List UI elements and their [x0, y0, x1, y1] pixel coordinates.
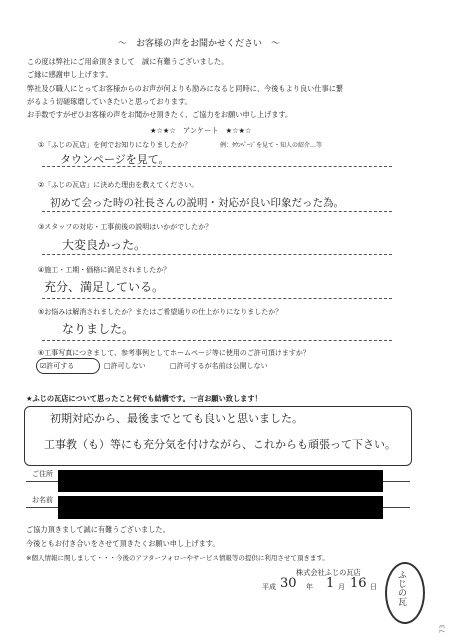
- question-5-answer: なりました。: [62, 322, 135, 336]
- intro-line-5: お手数ですがぜひお客様の声をお聞かせ頂きたく、ご協力をお願い申し上げます。: [27, 110, 293, 119]
- date-day-unit: 日: [370, 583, 377, 591]
- date-year-unit: 年: [306, 583, 313, 591]
- name-label: お名前: [32, 496, 53, 504]
- question-5-label: ⑤お悩みは解消されましたか？またはご希望通りの仕上がりになりましたか？: [38, 308, 283, 316]
- question-1-answer: タウンページを見て。: [60, 153, 170, 166]
- question-1-label: ①「ふじの瓦店」を何でお知りになりましたか？: [38, 141, 192, 149]
- intro-line-2: ご縁に感謝申し上げます。: [27, 70, 113, 79]
- q6-option-anon[interactable]: □許可するが名前は公開しない: [170, 362, 268, 370]
- intro-line-1: この度は弊社にご用命頂きまして 誠に有難うございました。: [27, 57, 229, 66]
- footer-privacy: ※個人情報に関しまして・・・今後のアフターフォローやサービス情報等の提供に利用させて頂きます。: [26, 554, 329, 562]
- comment-line-2: 工事教（も）等にも充分気を付けながら、これからも頑張って下さい。: [44, 438, 396, 451]
- address-redaction: [58, 470, 383, 492]
- page-title: 〜 お客様の声をお聞かせください 〜: [118, 39, 281, 49]
- selection-circle: [36, 358, 100, 374]
- date-prefix: 平成: [262, 583, 276, 591]
- date-day: 16: [350, 576, 367, 591]
- footer-thanks: ご協力頂きまして誠に有難うございました。: [26, 525, 170, 534]
- footer-request: 今後ともお付き合いをさせて頂きたくお願い申し上げます。: [26, 539, 220, 548]
- question-3-label: ③スタッフの対応・工事前後の説明はいかがでしたか？: [38, 223, 213, 231]
- question-6-label: ⑥工事写真につきまして、参考事例としてホームページ等に使用のご許可頂けますか？: [38, 349, 310, 357]
- comment-prompt: ★ふじの瓦店について思ったこと何でも結構です。一言お願い致します！: [26, 394, 262, 403]
- address-label: ご住所: [32, 470, 53, 478]
- answer-line: [42, 211, 392, 212]
- survey-heading: ★☆★☆ アンケート ★☆★☆: [150, 126, 252, 135]
- question-4-label: ④施工・工期・価格に満足されましたか？: [38, 266, 171, 274]
- answer-line: [42, 254, 392, 255]
- company-seal: [385, 562, 425, 624]
- answer-line: [42, 340, 392, 341]
- intro-line-4: がるよう切磋琢磨していきたいと思っております。: [27, 97, 192, 106]
- date-month: 1: [326, 576, 335, 591]
- q6-option-allow[interactable]: ☑許可する: [40, 362, 75, 370]
- intro-line-3: 弊社及び職人にとってお客様からのお声が何よりも励みになると同時に、今後もより良い仕事に繋: [27, 84, 344, 93]
- q6-option-deny[interactable]: □許可しない: [104, 362, 146, 370]
- date-year: 30: [280, 576, 297, 591]
- company-name: 株式会社ふじの瓦店: [296, 568, 361, 577]
- question-2-label: ②「ふじの瓦店」に決めた理由を教えてください。: [38, 181, 199, 189]
- comment-line-1: 初期対応から、最後までとても良いと思いました。: [50, 412, 303, 425]
- question-2-answer: 初めて会った時の社長さんの説明・対応が良い印象だった為。: [50, 197, 344, 209]
- date-month-unit: 月: [338, 583, 345, 591]
- seal-text: ふじの瓦: [396, 570, 406, 606]
- question-1-hint: 例：ﾀｳﾝﾍﾟｰｼﾞを見て・知人の紹介…等: [220, 142, 323, 149]
- answer-line: [42, 298, 392, 299]
- answer-line: [42, 166, 392, 167]
- question-3-answer: 大変良かった。: [62, 238, 147, 252]
- name-redaction: [58, 496, 383, 519]
- margin-number: 73: [438, 624, 447, 634]
- question-4-answer: 充分、満足している。: [44, 280, 165, 294]
